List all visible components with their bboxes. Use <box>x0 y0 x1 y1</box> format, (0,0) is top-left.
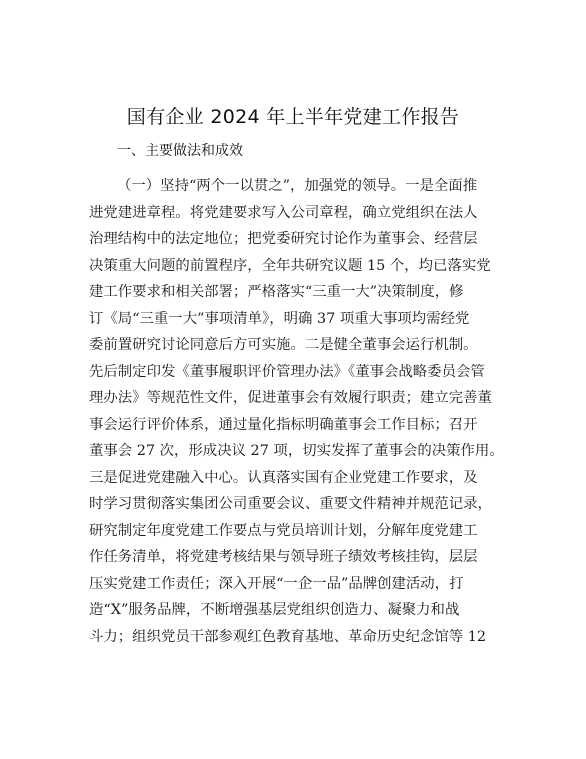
paragraph-line: 三是促进党建融入中心。认真落实国有企业党建工作要求，及 <box>89 469 478 486</box>
paragraph-line: 委前置研究讨论同意后方可实施。二是健全董事会运行机制。 <box>89 337 478 353</box>
paragraph-line: 进党建进章程。将党建要求写入公司章程，确立党组织在法人 <box>89 204 478 221</box>
paragraph-line: 决策重大问题的前置程序，全年共研究议题 15 个，均已落实党 <box>89 257 491 274</box>
paragraph-line: 斗力；组织党员干部参观红色教育基地、革命历史纪念馆等 12 <box>89 628 487 645</box>
paragraph-line: 造“X”服务品牌，不断增强基层党组织创造力、凝聚力和战 <box>89 602 460 618</box>
paragraph-line: 事会运行评价体系，通过量化指标明确董事会工作目标；召开 <box>89 416 478 433</box>
paragraph-line: 建工作要求和相关部署；严格落实“三重一大”决策制度，修 <box>89 284 464 300</box>
section-heading: 一、主要做法和成效 <box>117 143 243 159</box>
paragraph-line: 作任务清单，将党建考核结果与领导班子绩效考核挂钩，层层 <box>89 549 478 565</box>
document-title: 国有企业 2024 年上半年党建工作报告 <box>126 106 460 128</box>
paragraph-line: （一）坚持“两个一以贯之”，加强党的领导。一是全面推 <box>117 178 478 194</box>
paragraph-line: 订《局“三重一大”事项清单》，明确 37 项重大事项均需经党 <box>89 310 470 327</box>
paragraph-line: 理办法》等规范性文件，促进董事会有效履行职责；建立完善董 <box>89 390 492 406</box>
paragraph-line: 时学习贯彻落实集团公司重要会议、重要文件精神并规范记录， <box>89 496 492 512</box>
paragraph-line: 治理结构中的法定地位；把党委研究讨论作为董事会、经营层 <box>89 231 478 247</box>
body-text <box>89 173 504 650</box>
paragraph-line: 董事会 27 次，形成决议 27 项，切实发挥了董事会的决策作用。 <box>89 443 504 459</box>
paragraph-line: 先后制定印发《董事履职评价管理办法》《董事会战略委员会管 <box>89 363 485 380</box>
paragraph-line: 压实党建工作责任；深入开展“一企一品”品牌创建活动，打 <box>89 575 464 592</box>
paragraph-line: 研究制定年度党建工作要点与党员培训计划，分解年度党建工 <box>89 522 478 539</box>
